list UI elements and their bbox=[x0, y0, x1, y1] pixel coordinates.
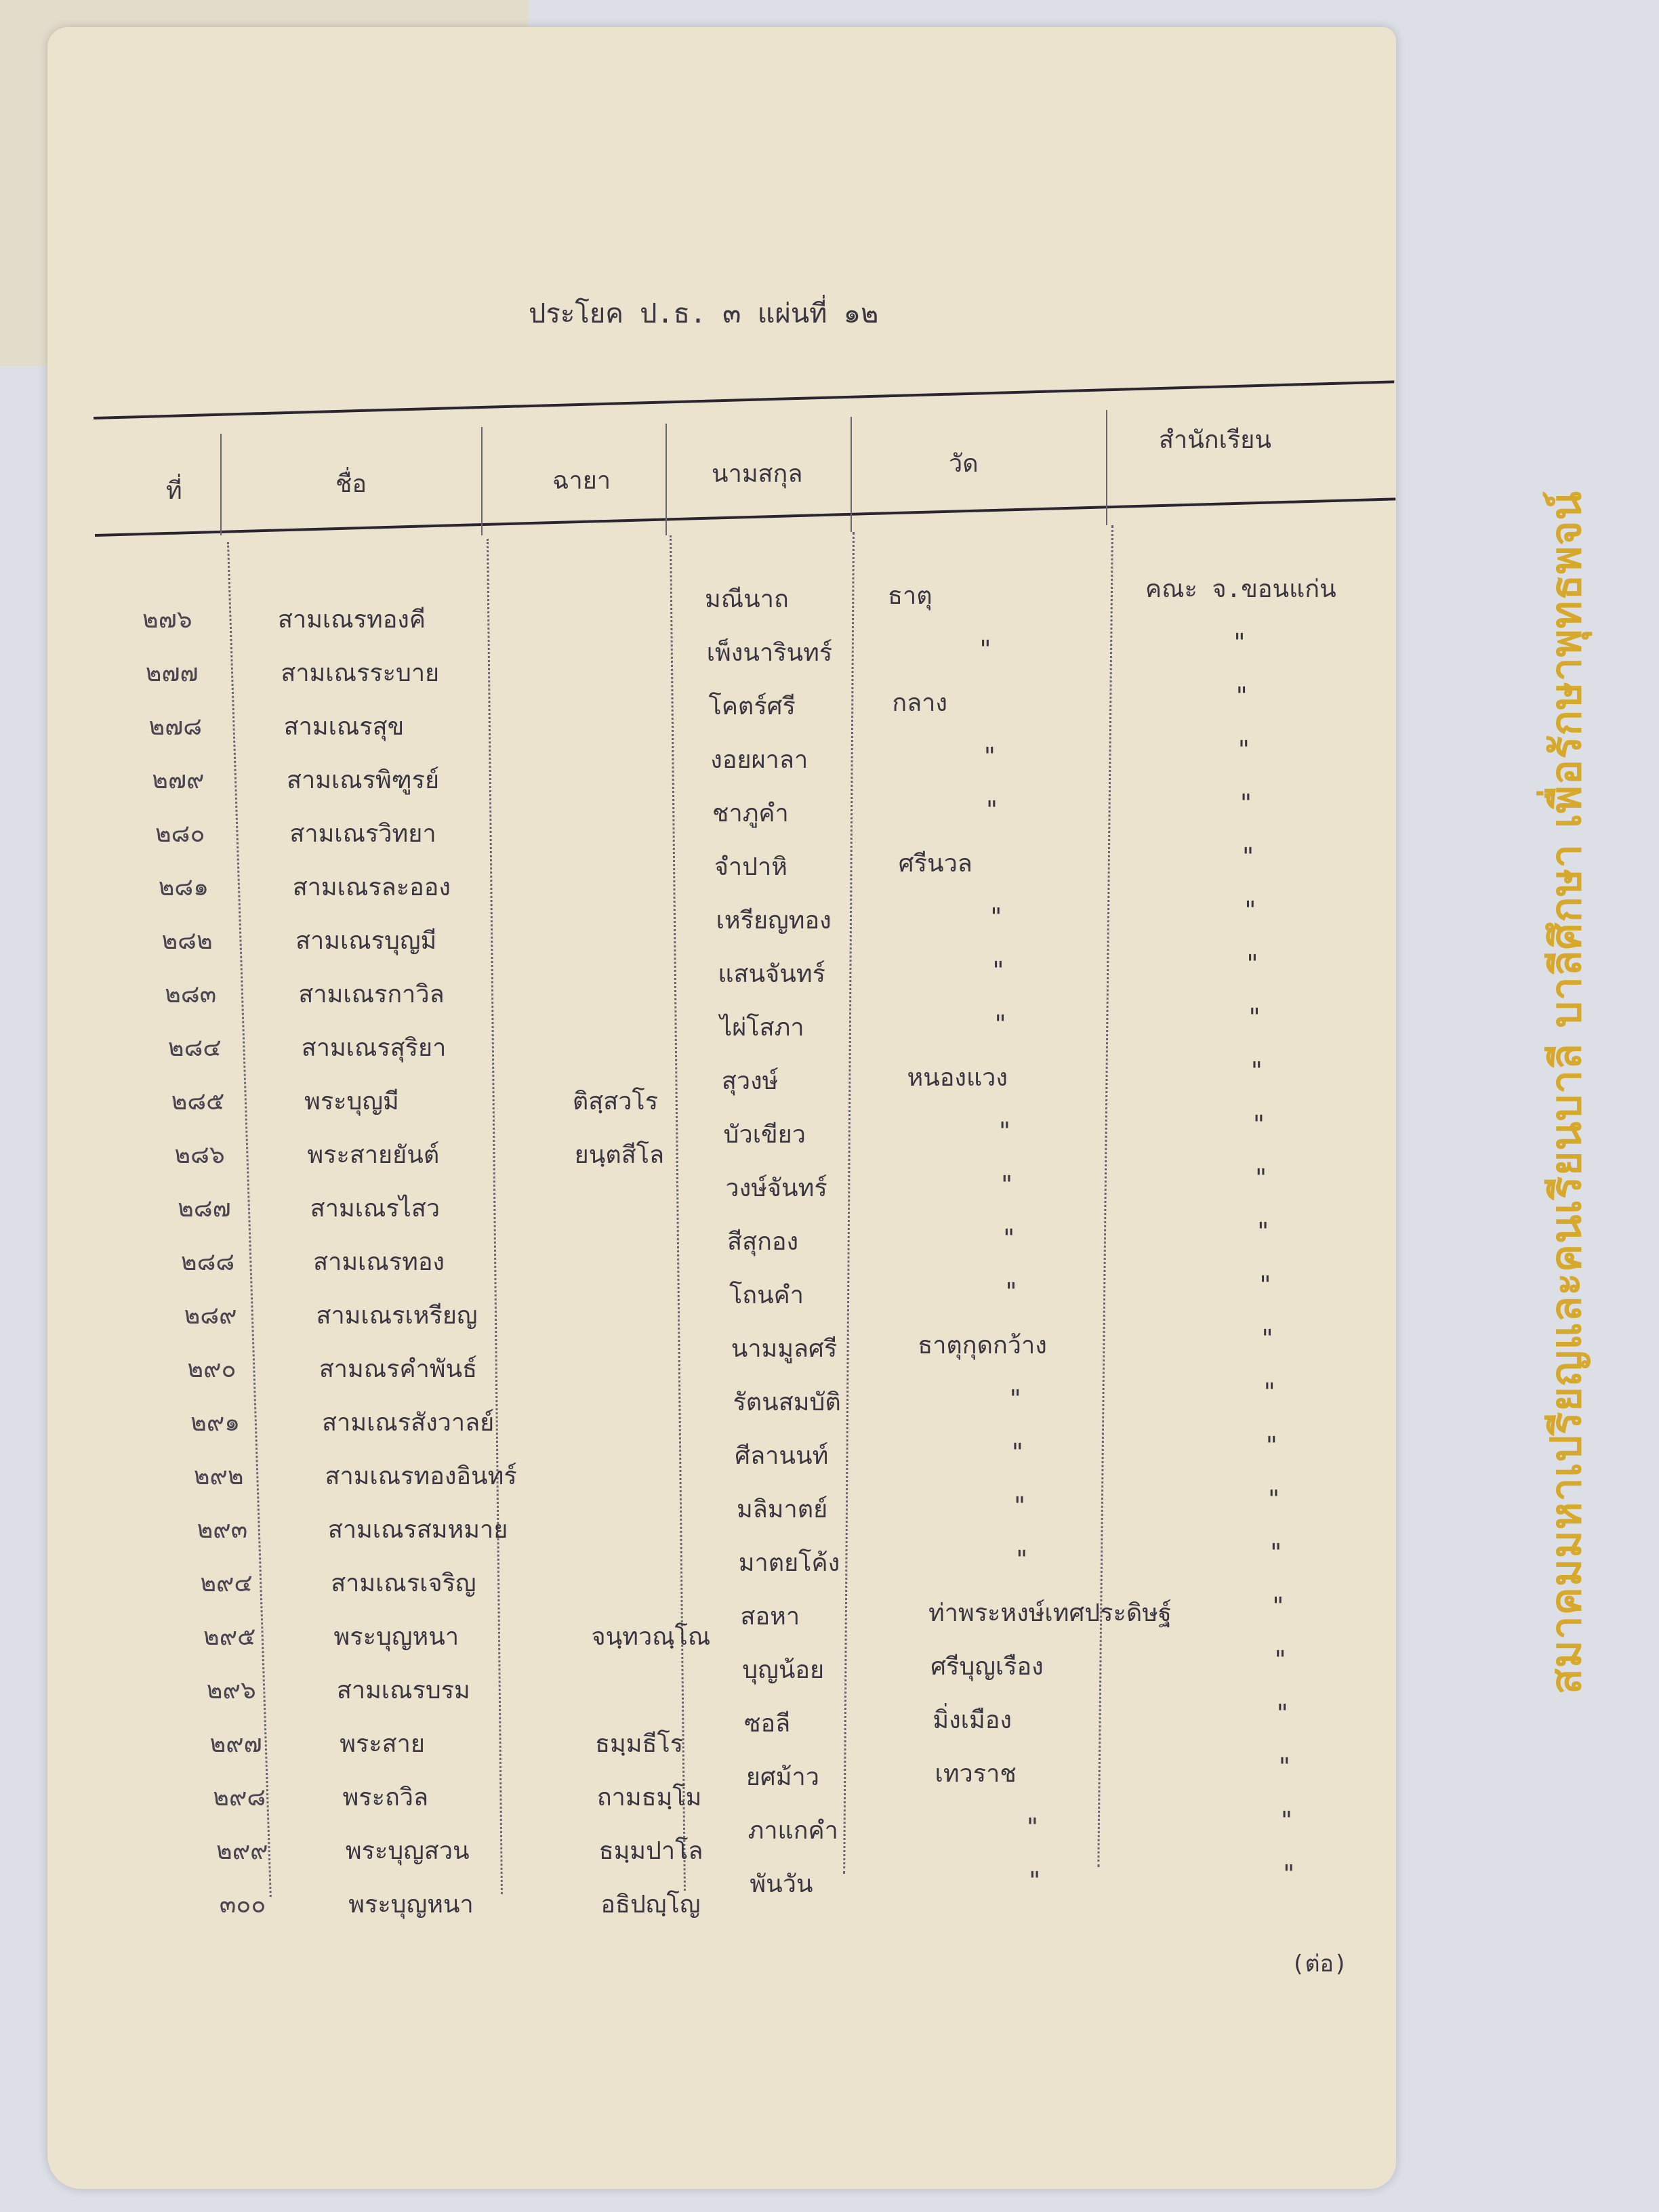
row-name: สามเณรบรม bbox=[336, 1677, 470, 1704]
row-school: " bbox=[1232, 629, 1247, 657]
row-wat: ท่าพระหงษ์เทศประดิษฐ์ bbox=[928, 1599, 1172, 1627]
row-school: " bbox=[1247, 1004, 1262, 1031]
row-name: สามเณรพิฑูรย์ bbox=[287, 766, 440, 794]
row-name: พระถวิล bbox=[342, 1784, 429, 1811]
row-chaya: อธิปญฺโญ bbox=[600, 1891, 701, 1919]
row-chaya: ธมฺมธีโร bbox=[595, 1730, 684, 1758]
row-name: สามเณรสมหมาย bbox=[327, 1516, 508, 1544]
row-number: ๒๙๗ bbox=[209, 1730, 262, 1758]
row-number: ๒๘๖ bbox=[174, 1141, 225, 1169]
row-school: " bbox=[1260, 1325, 1275, 1353]
row-name: สามเณรไสว bbox=[310, 1195, 441, 1223]
row-number: ๒๘๐ bbox=[155, 820, 205, 848]
row-school: " bbox=[1271, 1593, 1286, 1620]
row-school: " bbox=[1242, 897, 1258, 924]
row-number: ๒๙๒ bbox=[193, 1462, 244, 1490]
row-surname: ชาภูคำ bbox=[712, 800, 789, 827]
header-name: ชื่อ bbox=[335, 470, 367, 498]
row-wat: " bbox=[1004, 1278, 1019, 1306]
row-wat: " bbox=[984, 796, 1000, 824]
row-number: ๒๘๒ bbox=[161, 927, 213, 955]
row-surname: โถนคำ bbox=[729, 1282, 804, 1309]
row-surname: แสนจันทร์ bbox=[718, 960, 825, 988]
row-wat: " bbox=[1014, 1546, 1029, 1574]
row-surname: งอยผาลา bbox=[710, 746, 808, 774]
row-name: สามเณรวิทยา bbox=[289, 820, 436, 848]
row-school: " bbox=[1266, 1486, 1282, 1513]
row-school: " bbox=[1249, 1057, 1265, 1085]
row-school: " bbox=[1245, 950, 1260, 978]
row-name: สามเณรทองอินทร์ bbox=[325, 1462, 517, 1490]
row-number: ๒๘๗ bbox=[178, 1195, 231, 1223]
row-surname: มาตยโค้ง bbox=[738, 1549, 840, 1577]
row-wat: ศรีนวล bbox=[898, 850, 972, 878]
row-wat: " bbox=[1012, 1492, 1027, 1520]
row-surname: ยศม้าว bbox=[745, 1763, 819, 1791]
row-chaya: ติสฺสวโร bbox=[572, 1088, 659, 1115]
row-wat: " bbox=[991, 957, 1006, 985]
row-school: " bbox=[1258, 1271, 1273, 1299]
header-no: ที่ bbox=[166, 477, 182, 505]
row-surname: มลิมาตย์ bbox=[737, 1496, 828, 1523]
row-surname: นามมูลศรี bbox=[731, 1335, 838, 1363]
row-number: ๒๙๙ bbox=[216, 1837, 268, 1865]
row-surname: พันวัน bbox=[750, 1870, 813, 1898]
row-name: สามเณรระบาย bbox=[281, 659, 440, 687]
row-school: " bbox=[1273, 1646, 1288, 1674]
row-school: " bbox=[1281, 1860, 1296, 1888]
row-surname: สอหา bbox=[740, 1603, 800, 1631]
row-name: สามเณรเหรียญ bbox=[316, 1302, 478, 1330]
row-surname: รัตนสมบัติ bbox=[733, 1389, 841, 1416]
row-number: ๒๘๔ bbox=[167, 1034, 222, 1062]
row-surname: บุญน้อย bbox=[742, 1656, 825, 1684]
row-number: ๒๘๕ bbox=[171, 1088, 225, 1115]
row-number: ๓๐๐ bbox=[219, 1891, 266, 1919]
row-name: พระบุญมี bbox=[304, 1088, 399, 1115]
row-name: สามเณรทองคี bbox=[278, 606, 426, 634]
row-school: " bbox=[1236, 736, 1252, 764]
row-wat: " bbox=[1010, 1439, 1025, 1467]
column-divider-chaya bbox=[665, 424, 667, 535]
row-chaya: จนฺทวณฺโณ bbox=[591, 1623, 711, 1651]
row-wat: กลาง bbox=[892, 689, 947, 717]
row-number: ๒๙๖ bbox=[206, 1677, 256, 1704]
header-chaya: ฉายา bbox=[552, 467, 611, 495]
row-number: ๒๗๗ bbox=[145, 659, 199, 687]
row-surname: เหรียญทอง bbox=[716, 907, 832, 935]
row-number: ๒๗๘ bbox=[148, 713, 203, 741]
row-school: " bbox=[1275, 1700, 1290, 1727]
row-wat: ศรีบุญเรือง bbox=[930, 1653, 1044, 1681]
row-surname: ศีลานนท์ bbox=[735, 1442, 829, 1470]
row-name: พระสายยันต์ bbox=[307, 1141, 440, 1169]
header-wat: วัด bbox=[949, 450, 979, 478]
row-surname: เพ็งนารินทร์ bbox=[706, 639, 833, 667]
row-surname: ซอลี bbox=[744, 1710, 791, 1738]
row-wat: " bbox=[1001, 1225, 1017, 1252]
row-name: สามเณรละออง bbox=[292, 874, 451, 901]
row-school: " bbox=[1255, 1218, 1271, 1246]
row-wat: หนองแวง bbox=[907, 1064, 1008, 1092]
column-divider-no bbox=[220, 434, 222, 535]
row-wat: " bbox=[993, 1010, 1008, 1038]
row-chaya: ธมฺมปาโล bbox=[598, 1837, 703, 1865]
row-number: ๒๘๑ bbox=[158, 874, 209, 901]
row-wat: " bbox=[1025, 1814, 1040, 1841]
row-chaya: ถามธมฺโม bbox=[596, 1784, 702, 1811]
row-school: " bbox=[1262, 1378, 1277, 1406]
row-number: ๒๙๘ bbox=[213, 1784, 266, 1811]
row-school: คณะ จ.ขอนแก่น bbox=[1145, 575, 1336, 603]
row-name: สามณรคำพันธ์ bbox=[319, 1355, 478, 1383]
row-wat: " bbox=[999, 1171, 1015, 1199]
header-surname: นามสกุล bbox=[712, 460, 803, 488]
column-divider-wat bbox=[1106, 410, 1107, 525]
row-name: สามเณรสุริยา bbox=[301, 1034, 447, 1062]
row-name: พระบุญสวน bbox=[345, 1837, 470, 1865]
row-chaya: ยนฺตสีโล bbox=[574, 1141, 665, 1169]
row-school: " bbox=[1264, 1432, 1279, 1460]
row-surname: ไผ่โสภา bbox=[720, 1014, 804, 1042]
row-school: " bbox=[1240, 843, 1256, 871]
row-wat: มิ่งเมือง bbox=[933, 1706, 1012, 1734]
row-name: พระบุญหนา bbox=[348, 1891, 474, 1919]
row-school: " bbox=[1279, 1807, 1294, 1835]
row-number: ๒๙๐ bbox=[187, 1355, 237, 1383]
row-wat: " bbox=[978, 636, 993, 663]
row-wat: เทวราช bbox=[935, 1760, 1017, 1788]
row-school: " bbox=[1238, 790, 1254, 817]
row-name: พระบุญหนา bbox=[333, 1623, 459, 1651]
row-number: ๒๘๘ bbox=[180, 1248, 235, 1276]
row-name: พระสาย bbox=[340, 1730, 425, 1758]
row-number: ๒๙๓ bbox=[197, 1516, 248, 1544]
row-surname: สีสุกอง bbox=[727, 1228, 799, 1256]
row-name: สามเณรสังวาลย์ bbox=[322, 1409, 495, 1437]
row-school: " bbox=[1253, 1164, 1269, 1192]
row-number: ๒๙๔ bbox=[200, 1570, 253, 1597]
row-surname: วงษ์จันทร์ bbox=[725, 1174, 827, 1202]
row-surname: ภาแกคำ bbox=[747, 1817, 838, 1845]
row-number: ๒๗๙ bbox=[152, 766, 205, 794]
row-school: " bbox=[1234, 682, 1249, 710]
row-name: สามเณรบุญมี bbox=[295, 927, 437, 955]
row-wat: " bbox=[1008, 1385, 1023, 1413]
row-surname: บัวเขียว bbox=[723, 1121, 806, 1149]
row-number: ๒๙๑ bbox=[190, 1409, 241, 1437]
row-wat: ธาตุ bbox=[888, 582, 933, 610]
row-surname: โคตร์ศรี bbox=[708, 693, 796, 720]
page-title: ประโยค ป.ธ. ๓ แผ่นที่ ๑๒ bbox=[529, 298, 879, 329]
row-wat: ธาตุกุดกว้าง bbox=[918, 1332, 1047, 1359]
row-number: ๒๗๖ bbox=[142, 606, 192, 634]
row-number: ๒๘๙ bbox=[184, 1302, 237, 1330]
row-name: สามเณรกาวิล bbox=[298, 981, 445, 1008]
row-school: " bbox=[1268, 1539, 1284, 1567]
row-wat: " bbox=[1027, 1867, 1042, 1895]
row-wat: " bbox=[988, 903, 1004, 931]
column-divider-name bbox=[481, 427, 483, 535]
row-surname: มณีนาถ bbox=[705, 586, 789, 613]
row-name: สามเณรเจริญ bbox=[331, 1570, 476, 1597]
row-number: ๒๙๕ bbox=[203, 1623, 256, 1651]
row-school: " bbox=[1251, 1111, 1267, 1139]
row-wat: " bbox=[982, 743, 998, 771]
row-surname: สุวงษ์ bbox=[721, 1067, 779, 1095]
row-surname: จำปาหิ bbox=[714, 853, 787, 881]
row-name: สามเณรสุข bbox=[283, 713, 405, 741]
row-school: " bbox=[1277, 1753, 1292, 1781]
row-name: สามเณรทอง bbox=[313, 1248, 445, 1276]
column-divider-surname bbox=[851, 417, 852, 532]
row-wat: " bbox=[997, 1118, 1012, 1145]
continued-note: (ต่อ) bbox=[1291, 1950, 1348, 1978]
watermark-text: สมาคมมหาเปรียญและคนเรียนบาลี บาลีศึกษา เพื่อรักษาพุทธพจน์ bbox=[1541, 491, 1591, 1694]
header-school: สำนักเรียน bbox=[1159, 426, 1271, 454]
row-number: ๒๘๓ bbox=[165, 981, 217, 1008]
